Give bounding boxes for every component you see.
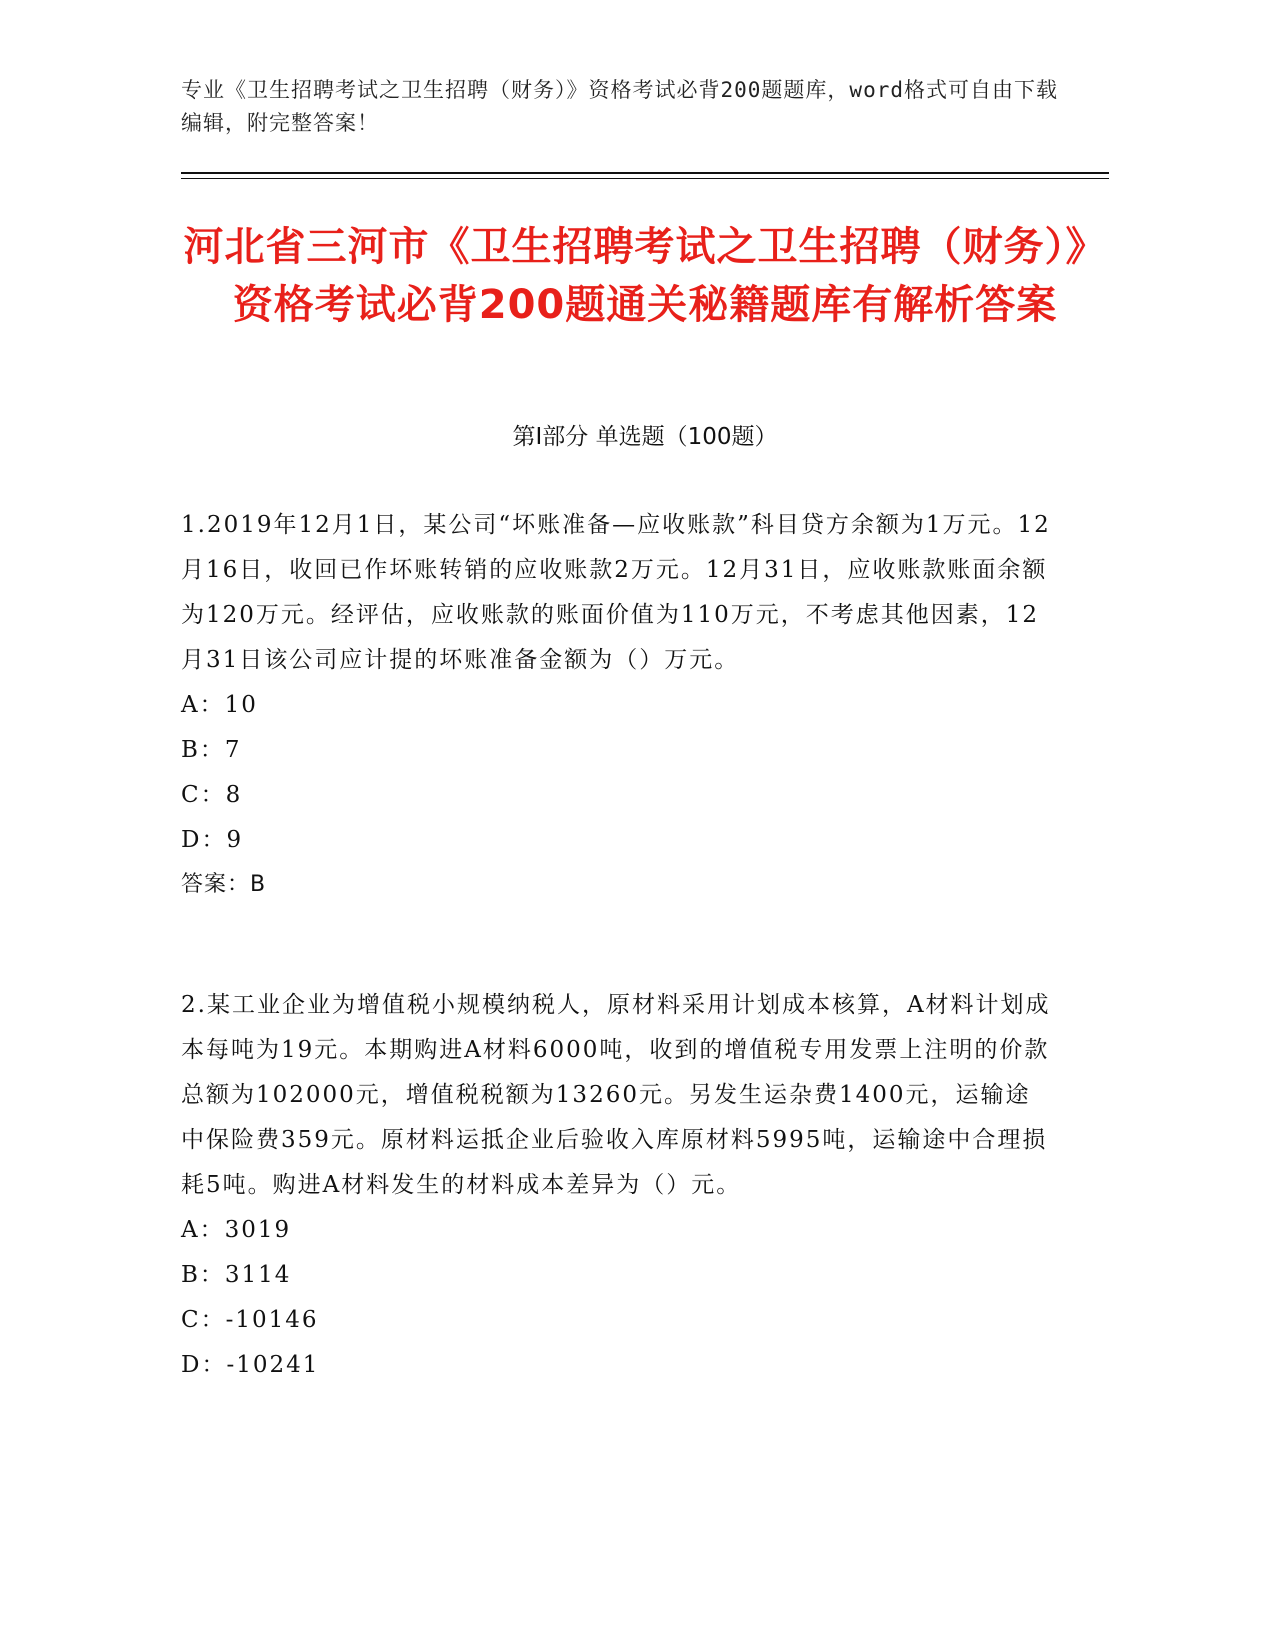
answer-line: 答案：B	[181, 872, 267, 897]
header-rule-thick	[181, 172, 1109, 174]
section-heading: 第I部分 单选题（100题）	[512, 424, 778, 450]
question-stem: 2.某工业企业为增值税小规模纳税人，原材料采用计划成本核算，A材料计划成本每吨为19元。本期购进A材料6000吨，收到的增值税专用发票上注明的价款总额为102000元，增值税税额为13260元。另发生运杂费1400元，运输途中保险费359元。原材料运抵企业后验收入库原材料5995吨，运输途中合理损耗5吨。购进A材料发生的材料成本差异为（）元。	[181, 992, 1051, 1198]
option-c: C：-10146	[181, 1307, 319, 1333]
question-stem: 1.2019年12月1日，某公司“坏账准备—应收账款”科目贷方余额为1万元。12月16日，收回已作坏账转销的应收账款2万元。12月31日，应收账款账面余额为120万元。经评估，应收账款的账面价值为110万元，不考虑其他因素，12月31日该公司应计提的坏账准备金额为（）万元。	[181, 512, 1051, 673]
option-a: A：10	[181, 692, 258, 718]
question-2	[181, 983, 1051, 1388]
question-1	[181, 503, 1051, 907]
header-note: 专业《卫生招聘考试之卫生招聘（财务）》资格考试必背200题题库，word格式可自由下载编辑，附完整答案！	[181, 78, 1058, 135]
option-a: A：3019	[181, 1217, 292, 1243]
option-d: D：-10241	[181, 1352, 320, 1378]
header-rule-thin	[181, 178, 1109, 179]
option-b: B：7	[181, 737, 242, 763]
option-d: D：9	[181, 827, 244, 853]
option-b: B：3114	[181, 1262, 292, 1288]
option-c: C：8	[181, 782, 243, 808]
document-title: 河北省三河市《卫生招聘考试之卫生招聘（财务）》资格考试必背200题通关秘籍题库有解析答案	[183, 224, 1107, 328]
